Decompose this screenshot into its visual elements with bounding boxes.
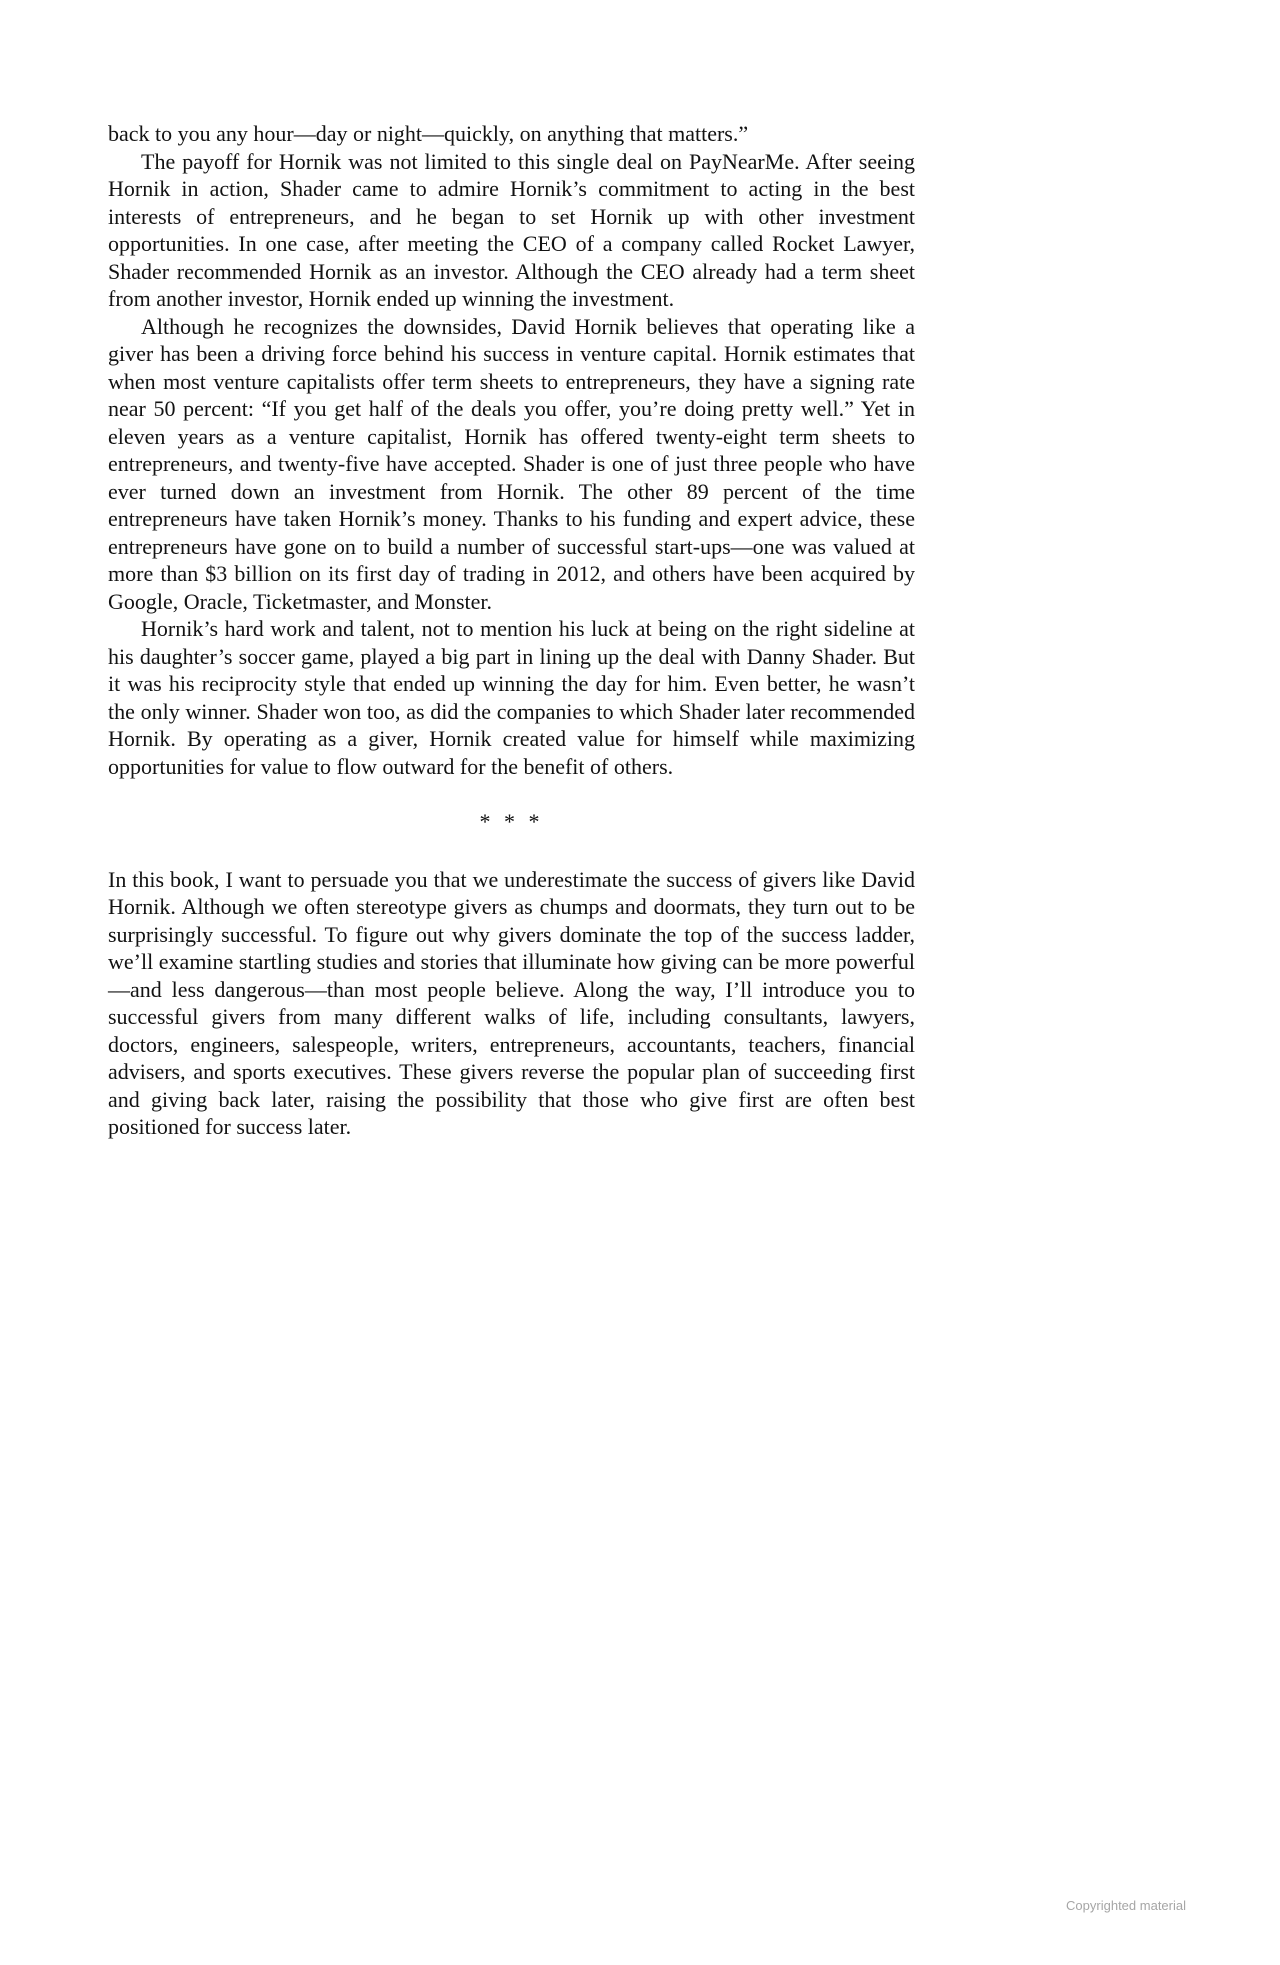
paragraph-hard-work: Hornik’s hard work and talent, not to mention his luck at being on the right sideline at his daughter’s soccer game, played a big part in lining up the deal with Danny Shader. But it was his reciprocity style that ended up winning the day for him. Even better, he wasn’t the only winner. Shader won too, as did the companies to which Shader later recommended Hornik. By operating as a giver, Hornik created value for himself while maximizing opportunities for value to flow outward for the benefit of others. <box>108 616 915 779</box>
paragraph-in-this-book: In this book, I want to persuade you that we underestimate the success of givers like David Hornik. Although we often stereotype givers as chumps and doormats, they turn out to be surprisingly successful. To figure out why givers dominate the top of the success ladder, we’ll examine startling studies and stories that illuminate how giving can be more powerful—and less dangerous—than most people believe. Along the way, I’ll introduce you to successful givers from many different walks of life, including consultants, lawyers, doctors, engineers, salespeople, writers, entrepreneurs, accountants, teachers, financial advisers, and sports executives. These givers reverse the popular plan of succeeding first and giving back later, raising the possibility that those who give first are often best positioned for success later. <box>108 866 915 1139</box>
paragraph-downsides: Although he recognizes the downsides, David Hornik believes that operating like a giver has been a driving force behind his success in venture capital. Hornik estimates that when most venture capitalists offer term sheets to entrepreneurs, they have a signing rate near 50 percent: “If you get half of the deals you offer, you’re doing pretty well.” Yet in eleven years as a venture capitalist, Hornik has offered twenty-eight term sheets to entrepreneurs, and twenty-five have accepted. Shader is one of just three people who have ever turned down an investment from Hornik. The other 89 percent of the time entrepreneurs have taken Hornik’s money. Thanks to his funding and expert advice, these entrepreneurs have gone on to build a number of successful start-ups—one was valued at more than $3 billion on its first day of trading in 2012, and others have been acquired by Google, Oracle, Ticketmaster, and Monster. <box>108 313 915 614</box>
paragraph-continuation: back to you any hour—day or night—quickly, on anything that matters.” <box>108 121 749 146</box>
section-break: * * * <box>479 809 544 834</box>
copyright-notice: Copyrighted material <box>1066 1898 1186 1913</box>
paragraph-payoff: The payoff for Hornik was not limited to this single deal on PayNearMe. After seeing Hornik in action, Shader came to admire Hornik’s commitment to acting in the best interests of entrepreneurs, and he began to set Hornik up with other investment opportunities. In one case, after meeting the CEO of a company called Rocket Lawyer, Shader recommended Hornik as an investor. Although the CEO already had a term sheet from another investor, Hornik ended up winning the investment. <box>108 148 915 311</box>
book-page <box>108 120 915 1141</box>
